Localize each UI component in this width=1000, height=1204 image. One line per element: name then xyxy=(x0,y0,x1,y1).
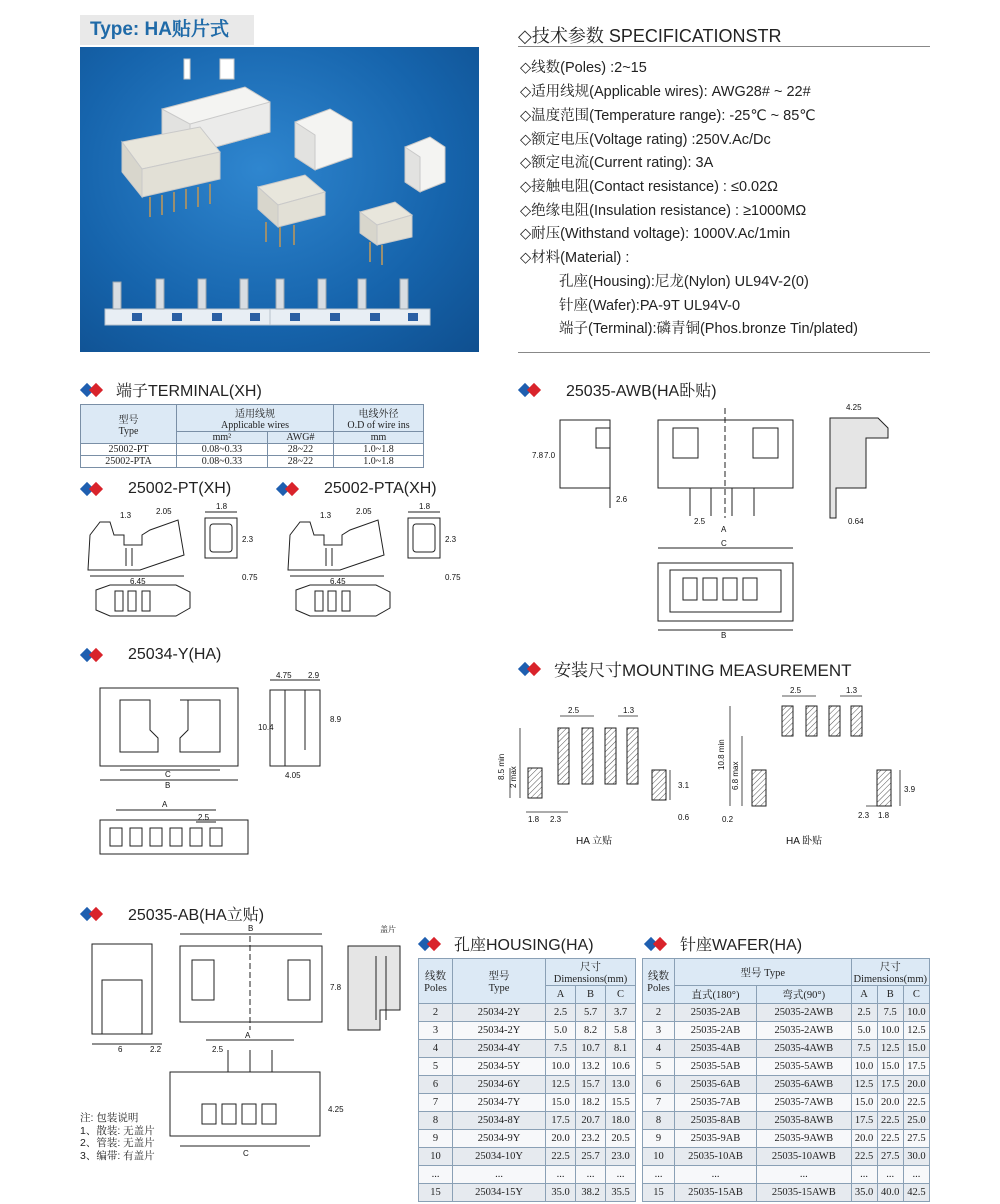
table-cell: 4 xyxy=(419,1040,453,1058)
table-cell: 20.5 xyxy=(606,1130,636,1148)
dim-label: 6.8 max xyxy=(731,761,740,790)
dim-label: C xyxy=(243,1149,249,1158)
spec-material: 端子(Terminal):磷青铜(Phos.bronze Tin/plated) xyxy=(559,321,858,337)
dim-label: B xyxy=(165,781,171,790)
spec-top-rule xyxy=(518,46,930,47)
th-mm: mm xyxy=(334,432,424,444)
th-dims: 尺寸Dimensions(mm) xyxy=(546,959,636,986)
dim-label: 2.3 xyxy=(445,535,457,544)
spec-line: ◇耐压(Withstand voltage): 1000V.Ac/1min xyxy=(520,226,791,242)
table-cell: 23.0 xyxy=(606,1148,636,1166)
table-cell: 3 xyxy=(419,1022,453,1040)
table-cell: 15.0 xyxy=(851,1094,877,1112)
table-row xyxy=(643,1112,930,1130)
dim-label: 10.8 min xyxy=(717,739,726,770)
dim-label: A xyxy=(245,1031,251,1040)
dim-label: 2.5 xyxy=(212,1045,224,1054)
table-row xyxy=(643,1004,930,1022)
table-cell: 25035-2AWB xyxy=(757,1022,851,1040)
table-cell: 8.2 xyxy=(576,1022,606,1040)
table-cell: 10.6 xyxy=(606,1058,636,1076)
dim-label: 1.8 xyxy=(528,815,540,824)
table-cell: 15.7 xyxy=(576,1076,606,1094)
spec-line: ◇温度范围(Temperature range): -25℃ ~ 85℃ xyxy=(520,108,816,124)
table-cell: ... xyxy=(419,1166,453,1184)
table-cell: 22.5 xyxy=(851,1148,877,1166)
dim-label: 2.5 xyxy=(198,813,210,822)
table-row xyxy=(643,1184,930,1202)
table-cell: 35.0 xyxy=(851,1184,877,1202)
packaging-notes: 注: 包装说明 1、散装: 无盖片 2、管装: 无盖片 3、编带: 有盖片 xyxy=(80,1112,155,1162)
dim-label: 1.3 xyxy=(846,686,858,695)
dim-label: 6.45 xyxy=(330,577,346,586)
diamond-icon xyxy=(80,481,108,497)
table-cell: 15 xyxy=(643,1184,675,1202)
mount-label-vertical: HA 立贴 xyxy=(576,836,613,847)
th-od: 电线外径 O.D of wire ins xyxy=(334,405,424,432)
spec-material: 针座(Wafer):PA-9T UL94V-0 xyxy=(559,298,741,314)
dim-label: 2.6 xyxy=(616,495,628,504)
heading-wafer: 针座WAFER(HA) xyxy=(644,932,802,955)
mounting-drawing xyxy=(490,680,940,850)
table-cell: 12.5 xyxy=(546,1076,576,1094)
table-row xyxy=(419,1148,636,1166)
dim-label: 2.3 xyxy=(242,535,254,544)
table-cell: 8 xyxy=(643,1112,675,1130)
terminal-drawings xyxy=(80,500,480,635)
table-cell: 17.5 xyxy=(903,1058,929,1076)
heading-pta: 25002-PTA(XH) xyxy=(276,480,437,498)
spec-line: ◇线数(Poles) :2~15 xyxy=(520,60,647,76)
dim-label: 4.75 xyxy=(276,671,292,680)
dim-label: 2 max xyxy=(509,766,518,788)
table-cell: 25035-5AWB xyxy=(757,1058,851,1076)
table-cell: 20.0 xyxy=(546,1130,576,1148)
spec-line: ◇额定电压(Voltage rating) :250V.Ac/Dc xyxy=(520,132,771,148)
table-cell: 7.5 xyxy=(877,1004,903,1022)
table-cell: 8 xyxy=(419,1112,453,1130)
diamond-icon xyxy=(518,661,546,677)
table-cell: 25.0 xyxy=(903,1112,929,1130)
table-cell: 10.0 xyxy=(877,1022,903,1040)
table-row xyxy=(643,1040,930,1058)
table-cell: 17.5 xyxy=(877,1076,903,1094)
dim-label: A xyxy=(721,525,727,534)
table-cell: 5 xyxy=(419,1058,453,1076)
table-cell: 25035-6AB xyxy=(675,1076,757,1094)
table-cell: 25034-4Y xyxy=(453,1040,546,1058)
table-cell: 17.5 xyxy=(546,1112,576,1130)
table-cell: 15.0 xyxy=(877,1058,903,1076)
dim-label: 7.8 xyxy=(532,451,544,460)
table-cell: 25035-8AB xyxy=(675,1112,757,1130)
table-cell: 25035-8AWB xyxy=(757,1112,851,1130)
table-cell: 40.0 xyxy=(877,1184,903,1202)
spec-line: ◇适用线规(Applicable wires): AWG28# ~ 22# xyxy=(520,84,811,100)
table-cell: 25034-2Y xyxy=(453,1004,546,1022)
table-cell: 15 xyxy=(419,1184,453,1202)
dim-label: 4.05 xyxy=(285,771,301,780)
spec-line: ◇材料(Material) : xyxy=(520,250,630,266)
table-cell: ... xyxy=(903,1166,929,1184)
dim-label: 1.3 xyxy=(120,511,132,520)
dim-label: 1.8 xyxy=(216,502,228,511)
table-row xyxy=(643,1022,930,1040)
table-cell: 20.0 xyxy=(851,1130,877,1148)
table-cell: 7 xyxy=(643,1094,675,1112)
table-cell: ... xyxy=(877,1166,903,1184)
dim-label: 盖片 xyxy=(380,925,396,934)
spec-material: 孔座(Housing):尼龙(Nylon) UL94V-2(0) xyxy=(559,274,809,290)
table-row xyxy=(419,1022,636,1040)
table-cell: 22.5 xyxy=(877,1112,903,1130)
table-cell: 25035-5AB xyxy=(675,1058,757,1076)
table-cell: 22.5 xyxy=(903,1094,929,1112)
table-row xyxy=(419,1094,636,1112)
table-cell: 30.0 xyxy=(903,1148,929,1166)
table-cell: 10.0 xyxy=(546,1058,576,1076)
dim-label: 6 xyxy=(118,1045,123,1054)
dim-label: 2.05 xyxy=(156,507,172,516)
wafer-awb-drawing xyxy=(518,398,938,643)
dim-label: 2.5 xyxy=(568,706,580,715)
dim-label: A xyxy=(162,800,168,809)
table-cell: 25035-15AWB xyxy=(757,1184,851,1202)
dim-label: 2.3 xyxy=(550,815,562,824)
dim-label: 2.2 xyxy=(150,1045,162,1054)
table-cell: 25035-4AB xyxy=(675,1040,757,1058)
table-cell: 7 xyxy=(419,1094,453,1112)
spec-line: ◇接触电阻(Contact resistance) : ≤0.02Ω xyxy=(520,179,779,195)
table-cell: 18.2 xyxy=(576,1094,606,1112)
th-type: 型号 Type xyxy=(675,959,852,986)
table-cell: 18.0 xyxy=(606,1112,636,1130)
dim-label: 0.6 xyxy=(678,813,690,822)
wafer-table: 线数 Poles 型号 Type 尺寸Dimensions(mm) 直式(180°) 弯式(90°) A B C 2 25035-2AB 25035-2AWB 2.5 7.5 10.0 3 25035-2AB 25035-2AWB 5.0 10.0 12.5 4 25035-4AB 25035-4AWB 7.5 12.5 15.0 5 25035-5AB 25035-5AWB 10.0 15.0 17.5 6 25035-6AB 25035-6AWB 12.5 17.5 20.0 7 25035-7AB 25035-7AWB 15.0 20.0 22.5 8 25035-8AB 25035-8AWB 17.5 22.5 25.0 9 25035-9AB 25035-9AWB 20.0 22.5 27.5 10 25035-10AB 25035-10AWB 22.5 27.5 30.0 ... ... ... ... ... ... 15 25035-15AB 25035-15AWB 35.0 40.0 42.5 xyxy=(642,958,930,1202)
connector-photo-illustration xyxy=(80,47,479,352)
table-cell: 15.5 xyxy=(606,1094,636,1112)
table-cell: 7.5 xyxy=(851,1040,877,1058)
table-cell: 3.7 xyxy=(606,1004,636,1022)
table-row xyxy=(643,1130,930,1148)
spec-line: ◇额定电流(Current rating): 3A xyxy=(520,155,714,171)
table-cell: 25034-8Y xyxy=(453,1112,546,1130)
diamond-icon xyxy=(644,936,672,952)
table-row: 25002-PT 0.08~0.33 28~22 1.0~1.8 xyxy=(81,444,424,456)
table-cell: 5.7 xyxy=(576,1004,606,1022)
table-row xyxy=(419,1130,636,1148)
table-cell: 20.7 xyxy=(576,1112,606,1130)
table-cell: 10.0 xyxy=(851,1058,877,1076)
table-cell: ... xyxy=(851,1166,877,1184)
housing-table: 线数 Poles 型号 Type 尺寸Dimensions(mm) A B C 2 25034-2Y 2.5 5.7 3.7 3 25034-2Y 5.0 8.2 5.8 4 25034-4Y 7.5 10.7 8.1 5 25034-5Y 10.0 13.2 10.6 6 25034-6Y 12.5 15.7 13.0 7 25034-7Y 15.0 18.2 15.5 8 25034-8Y 17.5 20.7 18.0 9 25034-9Y 20.0 23.2 20.5 10 25034-10Y 22.5 25.7 23.0 ... ... ... ... ... 15 25034-15Y 35.0 38.2 35.5 xyxy=(418,958,636,1202)
table-cell: 25035-9AWB xyxy=(757,1130,851,1148)
table-cell: 25035-9AB xyxy=(675,1130,757,1148)
table-cell: 38.2 xyxy=(576,1184,606,1202)
spec-title: ◇技术参数 SPECIFICATIONSTR xyxy=(518,26,782,46)
table-cell: ... xyxy=(606,1166,636,1184)
th-type: 型号 Type xyxy=(453,959,546,1004)
table-cell: 5.0 xyxy=(851,1022,877,1040)
table-row xyxy=(419,1040,636,1058)
table-cell: 25035-10AWB xyxy=(757,1148,851,1166)
dim-label: B xyxy=(248,924,254,933)
dim-label: C xyxy=(165,770,171,779)
table-cell: 9 xyxy=(419,1130,453,1148)
table-cell: 10.0 xyxy=(903,1004,929,1022)
housing-y-drawing xyxy=(80,670,380,870)
table-cell: 2.5 xyxy=(851,1004,877,1022)
table-cell: 25034-9Y xyxy=(453,1130,546,1148)
terminal-table xyxy=(80,404,424,468)
table-cell: 25035-4AWB xyxy=(757,1040,851,1058)
dim-label: 10.4 xyxy=(258,723,274,732)
diamond-icon xyxy=(418,936,446,952)
table-cell: 20.0 xyxy=(877,1094,903,1112)
table-cell: 22.5 xyxy=(546,1148,576,1166)
dim-label: C xyxy=(721,539,727,548)
table-row xyxy=(419,1004,636,1022)
table-cell: 2 xyxy=(419,1004,453,1022)
dim-label: 8.9 xyxy=(330,715,342,724)
table-row xyxy=(643,1094,930,1112)
table-row xyxy=(419,1112,636,1130)
table-cell: 25034-2Y xyxy=(453,1022,546,1040)
table-row xyxy=(419,1058,636,1076)
table-cell: ... xyxy=(643,1166,675,1184)
th-dims: 尺寸Dimensions(mm) xyxy=(851,959,930,986)
heading-ab: 25035-AB(HA立贴) xyxy=(80,902,264,925)
table-cell: 15.0 xyxy=(546,1094,576,1112)
th-poles: 线数 Poles xyxy=(643,959,675,1004)
table-cell: 6 xyxy=(643,1076,675,1094)
mount-label-horizontal: HA 卧贴 xyxy=(786,836,823,847)
dim-label: 2.3 xyxy=(858,811,870,820)
table-cell: 25035-2AB xyxy=(675,1022,757,1040)
table-cell: 12.5 xyxy=(903,1022,929,1040)
table-cell: 6 xyxy=(419,1076,453,1094)
table-cell: ... xyxy=(546,1166,576,1184)
table-cell: 27.5 xyxy=(903,1130,929,1148)
table-cell: 2 xyxy=(643,1004,675,1022)
dim-label: 7.0 xyxy=(544,451,556,460)
table-cell: 25035-7AB xyxy=(675,1094,757,1112)
table-cell: 35.0 xyxy=(546,1184,576,1202)
table-cell: 25035-7AWB xyxy=(757,1094,851,1112)
table-cell: 12.5 xyxy=(877,1040,903,1058)
table-cell: 25034-10Y xyxy=(453,1148,546,1166)
table-cell: 12.5 xyxy=(851,1076,877,1094)
heading-y: 25034-Y(HA) xyxy=(80,646,221,664)
table-cell: ... xyxy=(453,1166,546,1184)
table-cell: 20.0 xyxy=(903,1076,929,1094)
dim-label: 2.5 xyxy=(694,517,706,526)
table-cell: 5.8 xyxy=(606,1022,636,1040)
table-cell: 42.5 xyxy=(903,1184,929,1202)
table-cell: 9 xyxy=(643,1130,675,1148)
diamond-icon xyxy=(276,481,304,497)
table-cell: 25.7 xyxy=(576,1148,606,1166)
table-cell: 25035-2AWB xyxy=(757,1004,851,1022)
table-cell: 7.5 xyxy=(546,1040,576,1058)
table-cell: 5.0 xyxy=(546,1022,576,1040)
diamond-icon xyxy=(518,382,546,398)
table-cell: 13.0 xyxy=(606,1076,636,1094)
table-cell: 17.5 xyxy=(851,1112,877,1130)
dim-label: 1.8 xyxy=(419,502,431,511)
table-cell: 25034-5Y xyxy=(453,1058,546,1076)
dim-label: 4.25 xyxy=(846,403,862,412)
dim-label: 0.2 xyxy=(722,815,734,824)
dim-label: 1.3 xyxy=(623,706,635,715)
dim-label: 3.1 xyxy=(678,781,690,790)
th-awg: AWG# xyxy=(267,432,333,444)
th-wire: 适用线规 Applicable wires xyxy=(177,405,334,432)
heading-pt: 25002-PT(XH) xyxy=(80,480,231,498)
dim-label: 3.9 xyxy=(904,785,916,794)
table-cell: 2.5 xyxy=(546,1004,576,1022)
th-type: 型号 Type xyxy=(81,405,177,444)
dim-label: 2.05 xyxy=(356,507,372,516)
table-cell: 25034-6Y xyxy=(453,1076,546,1094)
dim-label: 1.8 xyxy=(878,811,890,820)
table-cell: 35.5 xyxy=(606,1184,636,1202)
heading-terminal: 端子TERMINAL(XH) xyxy=(80,378,262,401)
table-cell: 13.2 xyxy=(576,1058,606,1076)
table-cell: ... xyxy=(757,1166,851,1184)
dim-label: 2.5 xyxy=(790,686,802,695)
table-row xyxy=(419,1184,636,1202)
table-row xyxy=(643,1166,930,1184)
dim-label: 6.45 xyxy=(130,577,146,586)
dim-label: 2.9 xyxy=(308,671,320,680)
table-row xyxy=(643,1076,930,1094)
dim-label: 0.75 xyxy=(242,573,258,582)
table-cell: 10 xyxy=(643,1148,675,1166)
table-cell: 25034-15Y xyxy=(453,1184,546,1202)
table-row: 25002-PTA 0.08~0.33 28~22 1.0~1.8 xyxy=(81,456,424,468)
spec-bottom-rule xyxy=(518,352,930,353)
dim-label: B xyxy=(721,631,727,640)
dim-label: 7.8 xyxy=(330,983,342,992)
table-cell: 25035-6AWB xyxy=(757,1076,851,1094)
product-photo xyxy=(80,47,479,352)
dim-label: 0.64 xyxy=(848,517,864,526)
table-cell: 25035-10AB xyxy=(675,1148,757,1166)
table-cell: 27.5 xyxy=(877,1148,903,1166)
table-row xyxy=(643,1058,930,1076)
table-cell: 25035-2AB xyxy=(675,1004,757,1022)
table-cell: 15.0 xyxy=(903,1040,929,1058)
th-mm2: mm² xyxy=(177,432,268,444)
diamond-icon xyxy=(80,647,108,663)
table-cell: ... xyxy=(675,1166,757,1184)
type-label: Type: HA贴片式 xyxy=(80,15,254,45)
dim-label: 8.5 min xyxy=(497,753,506,780)
dim-label: 0.75 xyxy=(445,573,461,582)
heading-housing: 孔座HOUSING(HA) xyxy=(418,932,594,955)
th-poles: 线数 Poles xyxy=(419,959,453,1004)
diamond-icon xyxy=(80,382,108,398)
table-cell: 8.1 xyxy=(606,1040,636,1058)
table-cell: 10.7 xyxy=(576,1040,606,1058)
spec-line: ◇绝缘电阻(Insulation resistance) : ≥1000MΩ xyxy=(520,203,807,219)
table-cell: 10 xyxy=(419,1148,453,1166)
dim-label: 1.3 xyxy=(320,511,332,520)
table-cell: 23.2 xyxy=(576,1130,606,1148)
table-cell: 4 xyxy=(643,1040,675,1058)
table-row xyxy=(419,1166,636,1184)
table-row xyxy=(419,1076,636,1094)
dim-label: 4.25 xyxy=(328,1105,344,1114)
table-cell: 25035-15AB xyxy=(675,1184,757,1202)
table-cell: 25034-7Y xyxy=(453,1094,546,1112)
table-cell: ... xyxy=(576,1166,606,1184)
heading-awb: 25035-AWB(HA卧贴) xyxy=(518,378,717,401)
table-row xyxy=(643,1148,930,1166)
table-cell: 5 xyxy=(643,1058,675,1076)
table-cell: 22.5 xyxy=(877,1130,903,1148)
table-cell: 3 xyxy=(643,1022,675,1040)
heading-mounting: 安装尺寸MOUNTING MEASUREMENT xyxy=(518,656,852,681)
